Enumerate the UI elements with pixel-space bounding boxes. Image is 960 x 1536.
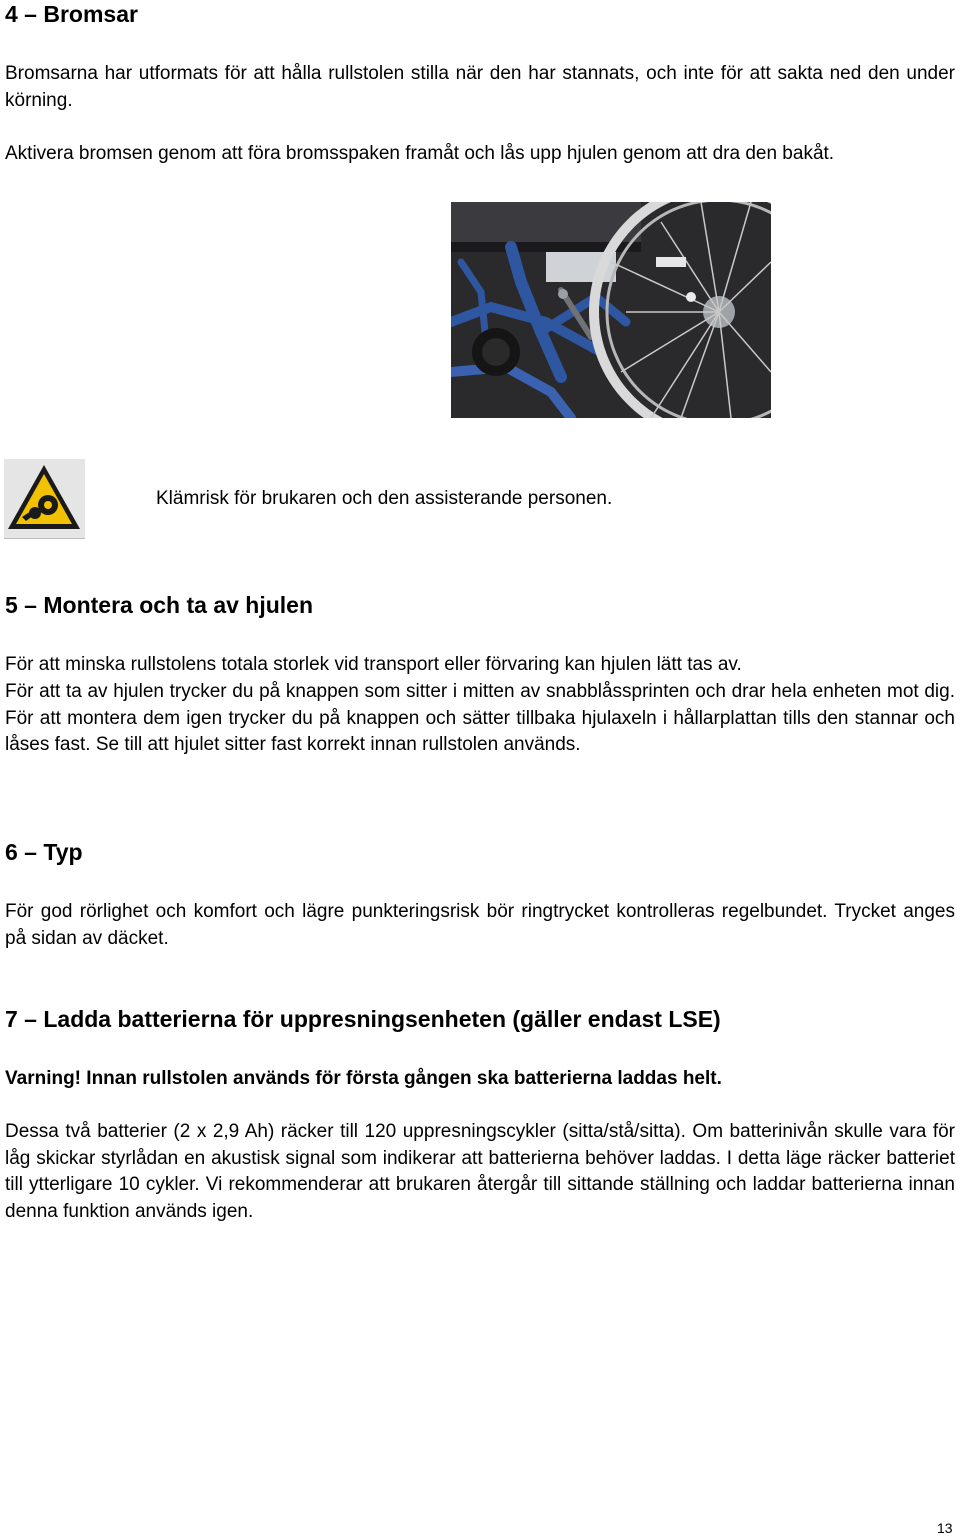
section-5-heading: 5 – Montera och ta av hjulen bbox=[5, 592, 314, 618]
wheelchair-brake-drawing bbox=[451, 202, 771, 418]
section-7-heading: 7 – Ladda batterierna för uppresningsenheten (gäller endast LSE) bbox=[5, 1006, 721, 1032]
section-4-paragraph-2: Aktivera bromsen genom att föra bromsspaken framåt och lås upp hjulen genom att dra den bakåt. bbox=[5, 143, 835, 164]
section-5-paragraph-1: För att minska rullstolens totala storlek vid transport eller förvaring kan hjulen lätt tas av. bbox=[5, 654, 742, 675]
wheelchair-brake-photo bbox=[451, 202, 771, 418]
section-7-paragraph-1: Dessa två batterier (2 x 2,9 Ah) räcker till 120 uppresningscykler (sitta/stå/sitta). Om batterinivån skulle vara för låg skickar styrlådan en akustisk signal som indikerar att batterierna behöver laddas. I detta läge räcker batteriet till ytterligare 10 cykler. Vi rekommenderar att brukaren återgår till sittande ställning och laddar batterierna innan denna funktion används igen. bbox=[5, 1121, 955, 1222]
crush-hazard-warning-text: Klämrisk för brukaren och den assisterande personen. bbox=[156, 488, 613, 509]
warning-triangle bbox=[4, 459, 85, 538]
section-7-warning: Varning! Innan rullstolen används för första gången ska batterierna laddas helt. bbox=[5, 1068, 722, 1089]
page-number: 13 bbox=[937, 1520, 953, 1536]
section-4-heading: 4 – Bromsar bbox=[5, 1, 138, 27]
section-6-paragraph-1: För god rörlighet och komfort och lägre punkteringsrisk bör ringtrycket kontrolleras regelbundet. Trycket anges på sidan av däcket. bbox=[5, 901, 955, 949]
section-4-paragraph-1: Bromsarna har utformats för att hålla rullstolen stilla när den har stannats, och inte för att sakta ned den under körning. bbox=[5, 63, 955, 111]
section-6-heading: 6 – Typ bbox=[5, 839, 83, 865]
section-5-paragraph-2: För att ta av hjulen trycker du på knappen som sitter i mitten av snabblåssprinten och drar hela enheten mot dig. För att montera dem igen trycker du på knappen och sätter tillbaka hjulaxeln i hållarplattan tills den stannar och låses fast. Se till att hjulet sitter fast korrekt innan rullstolen används. bbox=[5, 681, 955, 756]
crush-hazard-warning-icon bbox=[4, 459, 85, 539]
